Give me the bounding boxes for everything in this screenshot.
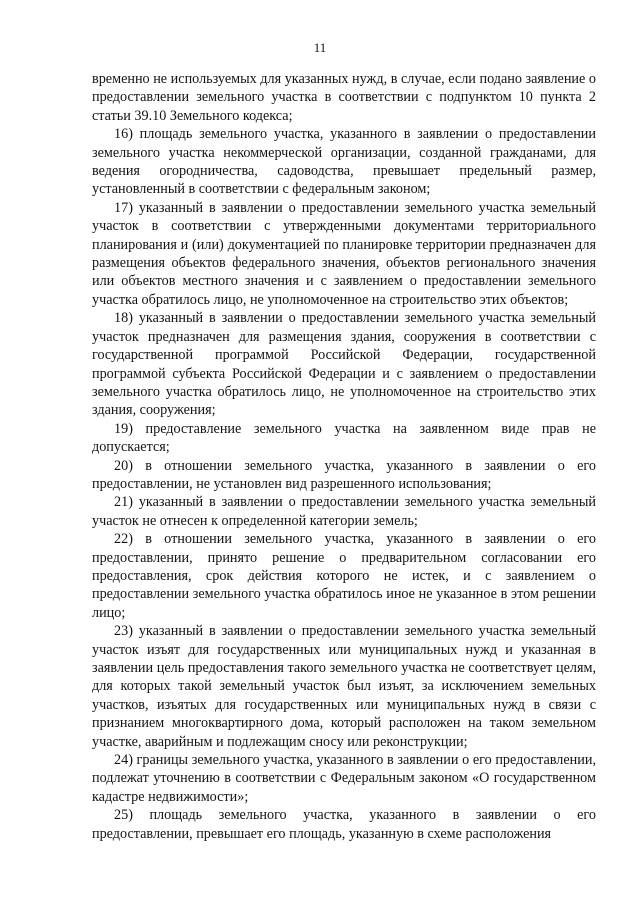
paragraph-item-23: 23) указанный в заявлении о предоставлении земельного участка земельный участок изъят для государственных или муниципальных нужд и указанная в заявлении цель предоставления такого земельного участка не соответствует целям, для которых такой земельный участок был изъят, за исключением земельных участков, изъятых для государственных или муниципальных нужд в связи с признанием многоквартирного дома, который расположен на таком земельном участке, аварийным и подлежащим сносу или реконструкции;	[92, 623, 596, 750]
paragraph-item-20: 20) в отношении земельного участка, указанного в заявлении о его предоставлении, не установлен вид разрешенного использования;	[92, 457, 596, 492]
document-body	[92, 70, 596, 843]
paragraph-item-22: 22) в отношении земельного участка, указанного в заявлении о его предоставлении, принято решение о предварительном согласовании его предоставления, срок действия которого не истек, и с заявлением о предоставлении земельного участка обратилось иное не указанное в этом решении лицо;	[92, 531, 596, 621]
paragraph-item-25: 25) площадь земельного участка, указанного в заявлении о его предоставлении, превышает его площадь, указанную в схеме расположения	[92, 807, 596, 842]
paragraph-item-24: 24) границы земельного участка, указанного в заявлении о его предоставлении, подлежат уточнению в соответствии с Федеральным законом «О государственном кадастре недвижимости»;	[92, 752, 596, 805]
paragraph-item-19: 19) предоставление земельного участка на заявленном виде прав не допускается;	[92, 420, 596, 456]
paragraph-item-18: 18) указанный в заявлении о предоставлении земельного участка земельный участок предназначен для размещения здания, сооружения в соответствии с государственной программой Российской Федерации, государственной программой субъекта Российской Федерации и с заявлением о предоставлении земельного участка обратилось лицо, не уполномоченное на строительство этих здания, сооружения;	[92, 310, 596, 419]
paragraph-item-16: 16) площадь земельного участка, указанного в заявлении о предоставлении земельного участка некоммерческой организации, созданной гражданами, для ведения огородничества, садоводства, превышает предельный размер, установленный в соответствии с федеральным законом;	[92, 126, 596, 198]
page-number: 11	[313, 40, 327, 55]
paragraph-item-21: 21) указанный в заявлении о предоставлении земельного участка земельный участок не отнесен к определенной категории земель;	[92, 494, 596, 529]
paragraph-item-17: 17) указанный в заявлении о предоставлении земельного участка земельный участок в соответствии с утвержденными документами территориального планирования и (или) документацией по планировке территории предназначен для размещения объектов федерального значения, объектов регионального значения или объектов местного значения и с заявлением о предоставлении земельного участка обратилось лицо, не уполномоченное на строительство этих объектов;	[92, 199, 596, 308]
paragraph-continuation: временно не используемых для указанных нужд, в случае, если подано заявление о предоставлении земельного участка в соответствии с подпунктом 10 пункта 2 статьи 39.10 Земельного кодекса;	[92, 71, 596, 124]
